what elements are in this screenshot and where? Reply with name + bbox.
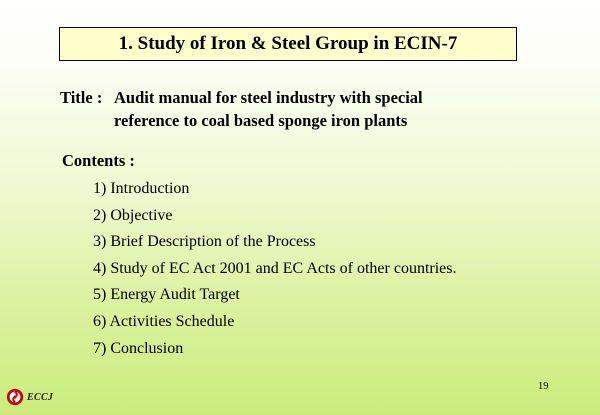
contents-item: 5) Energy Audit Target [93, 286, 240, 304]
eccj-logo-icon [6, 388, 24, 406]
title-line: Audit manual for steel industry with special [114, 88, 423, 107]
eccj-logo [6, 388, 53, 406]
contents-item: 6) Activities Schedule [93, 312, 235, 330]
document-title [60, 86, 423, 132]
contents-list [93, 176, 457, 362]
title-line: reference to coal based sponge iron plants [114, 111, 408, 130]
logo-text: ECCJ [27, 391, 54, 403]
contents-item: 4) Study of EC Act 2001 and EC Acts of other countries. [93, 259, 457, 277]
contents-label: Contents : [62, 151, 135, 170]
contents-item: 1) Introduction [93, 180, 190, 197]
title-text [114, 86, 423, 132]
slide-heading [59, 27, 517, 61]
title-label: Title : [60, 88, 103, 107]
contents-item: 7) Conclusion [93, 339, 184, 357]
contents-item: 2) Objective [93, 206, 173, 224]
page-number: 19 [538, 381, 549, 392]
slide-heading-text: 1. Study of Iron & Steel Group in ECIN-7 [118, 33, 458, 54]
contents-item: 3) Brief Description of the Process [93, 233, 316, 251]
